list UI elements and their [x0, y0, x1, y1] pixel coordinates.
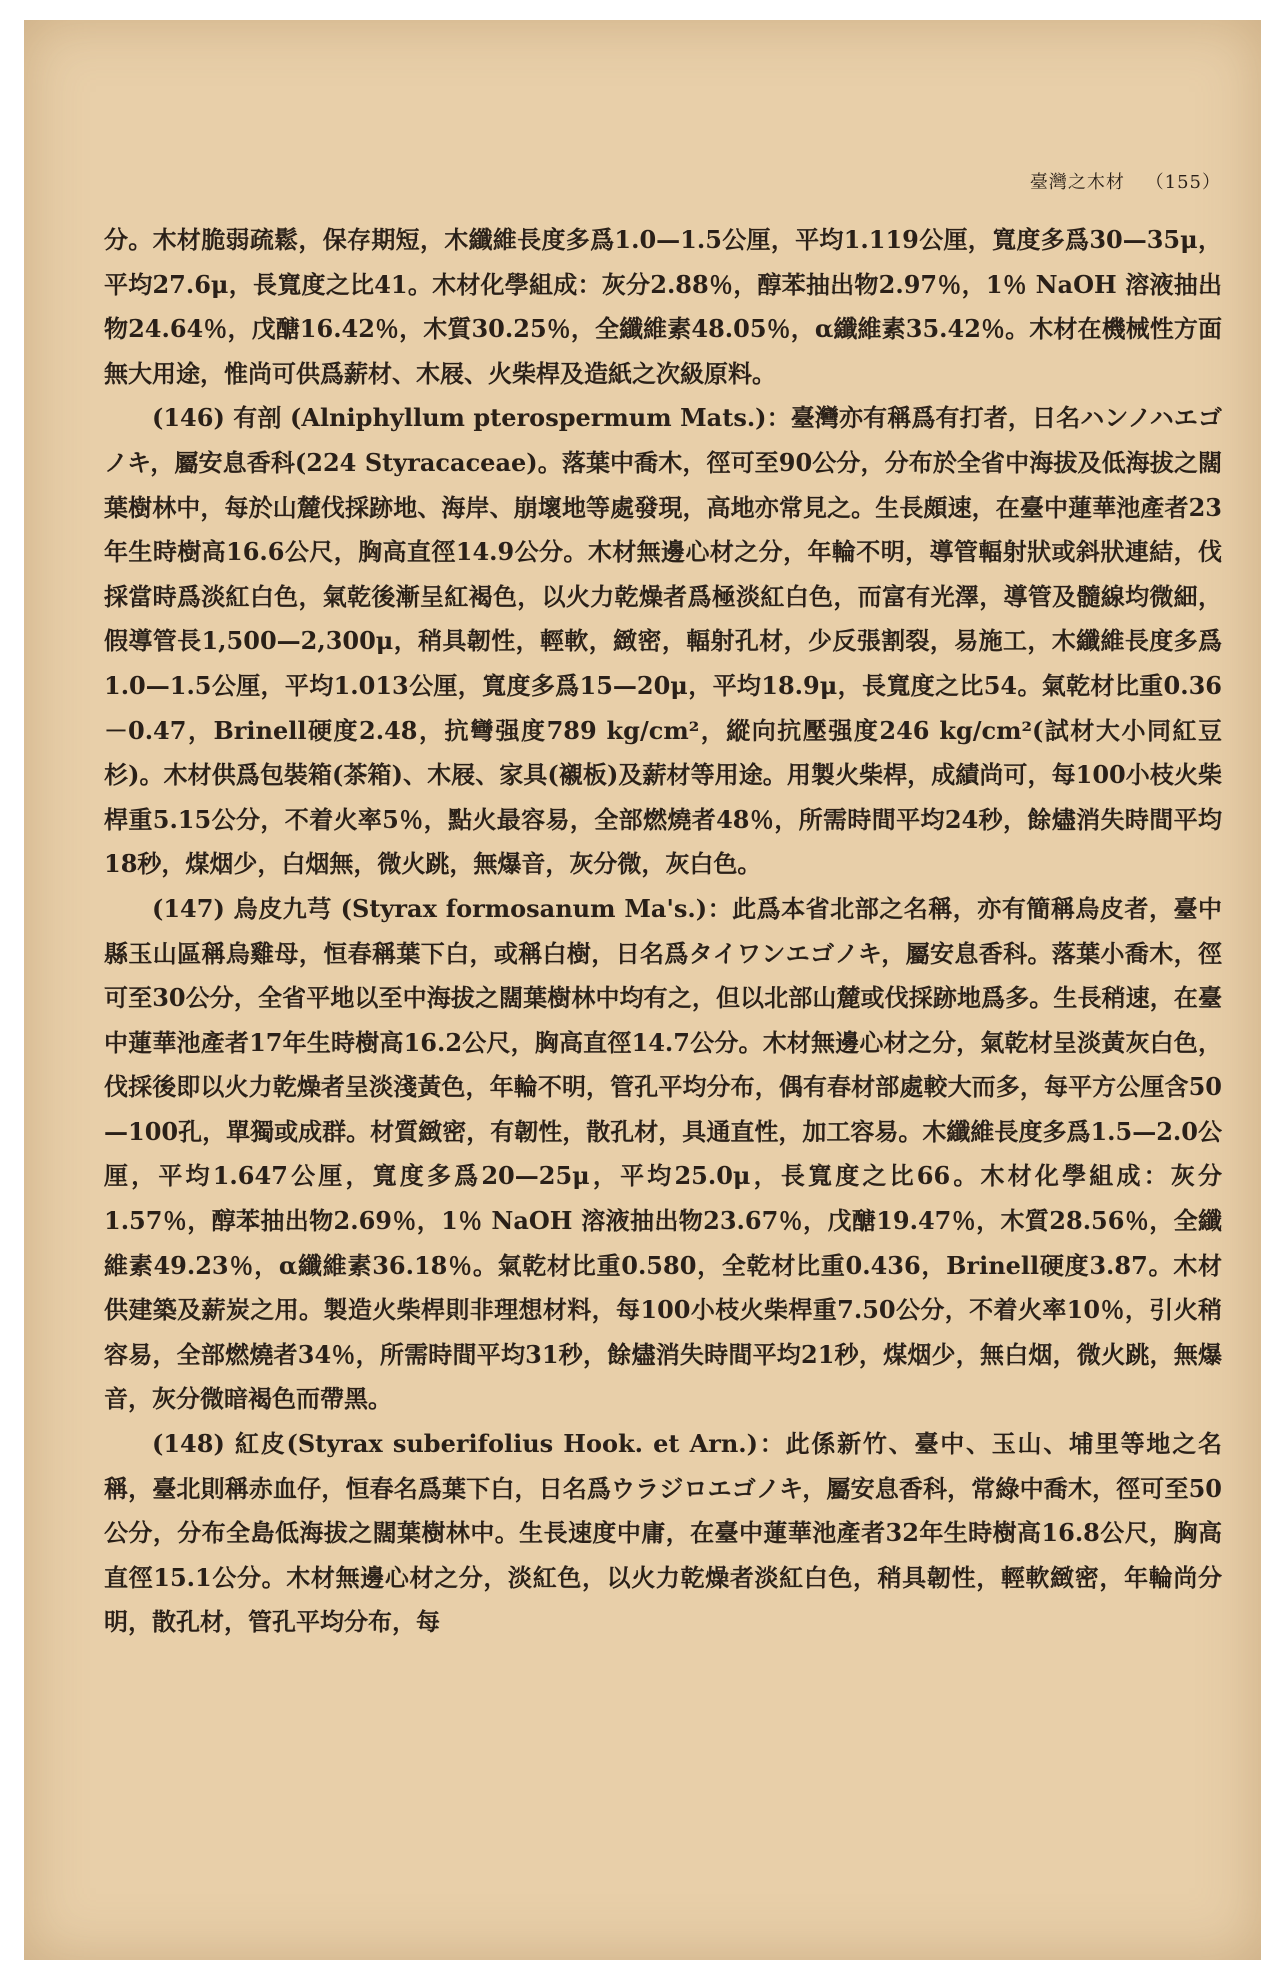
paragraph-continuation: 分。木材脆弱疏鬆，保存期短，木纖維長度多爲1.0—1.5公厘，平均1.119公厘，寬度多爲30—35μ，平均27.6μ，長寬度之比41。木材化學組成：灰分2.88％，醇苯抽出物2.97％，1％ NaOH 溶液抽出物24.64％，戊醣16.42％，木質30.25％，全纖維素48.05％，α纖維素35.42％。木材在機械性方面無大用途，惟尚可供爲薪材、木屐、火柴桿及造紙之次級原料。	[104, 225, 1222, 388]
running-head-title: 臺灣之木材	[1029, 172, 1125, 193]
paragraph-148-styrax-suberifolius: (148) 紅皮(Styrax suberifolius Hook. et Arn.)：此係新竹、臺中、玉山、埔里等地之名稱，臺北則稱赤血仔，恒春名爲葉下白，日名爲ウラジロエゴノキ，屬安息香科，常綠中喬木，徑可至50公分，分布全島低海拔之闊葉樹林中。生長速度中庸，在臺中蓮華池產者32年生時樹高16.8公尺，胸高直徑15.1公分。木材無邊心材之分，淡紅色，以火力乾燥者淡紅白色，稍具韌性，輕軟緻密，年輪尚分明，散孔材，管孔平均分布，每	[104, 1429, 1222, 1637]
running-head	[1030, 168, 1221, 194]
page-number: （155）	[1145, 172, 1221, 193]
paragraph-146-alniphyllum: (146) 有剖 (Alniphyllum pterospermum Mats.)：臺灣亦有稱爲有打者，日名ハンノハエゴノキ，屬安息香科(224 Styracaceae)。落葉中喬木，徑可至90公分，分布於全省中海拔及低海拔之闊葉樹林中，每於山麓伐採跡地、海岸、崩壞地等處發現，高地亦常見之。生長頗速，在臺中蓮華池產者23年生時樹高16.6公尺，胸高直徑14.9公分。木材無邊心材之分，年輪不明，導管輻射狀或斜狀連結，伐採當時爲淡紅白色，氣乾後漸呈紅褐色，以火力乾燥者爲極淡紅白色，而富有光澤，導管及髓線均微細，假導管長1,500—2,300μ，稍具韌性，輕軟，緻密，輻射孔材，少反張割裂，易施工，木纖維長度多爲1.0—1.5公厘，平均1.013公厘，寬度多爲15—20μ，平均18.9μ，長寬度之比54。氣乾材比重0.36－0.47，Brinell硬度2.48，抗彎强度789 kg/cm²，縱向抗壓强度246 kg/cm²(試材大小同紅豆杉)。木材供爲包裝箱(茶箱)、木屐、家具(襯板)及薪材等用途。用製火柴桿，成績尚可，每100小枝火柴桿重5.15公分，不着火率5％，點火最容易，全部燃燒者48％，所需時間平均24秒，餘燼消失時間平均18秒，煤烟少，白烟無，微火跳，無爆音，灰分微，灰白色。	[104, 403, 1222, 879]
paragraph-147-styrax-formosanum: (147) 烏皮九芎 (Styrax formosanum Ma's.)：此爲本省北部之名稱，亦有簡稱烏皮者，臺中縣玉山區稱烏雞母，恒春稱葉下白，或稱白樹，日名爲タイワンエゴノキ，屬安息香科。落葉小喬木，徑可至30公分，全省平地以至中海拔之闊葉樹林中均有之，但以北部山麓或伐採跡地爲多。生長稍速，在臺中蓮華池產者17年生時樹高16.2公尺，胸高直徑14.7公分。木材無邊心材之分，氣乾材呈淡黃灰白色，伐採後即以火力乾燥者呈淡淺黃色，年輪不明，管孔平均分布，偶有春材部處較大而多，每平方公厘含50—100孔，單獨或成群。材質緻密，有韌性，散孔材，具通直性，加工容易。木纖維長度多爲1.5—2.0公厘，平均1.647公厘，寬度多爲20—25μ，平均25.0μ，長寬度之比66。木材化學組成：灰分1.57％，醇苯抽出物2.69％，1％ NaOH 溶液抽出物23.67％，戊醣19.47％，木質28.56％，全纖維素49.23％，α纖維素36.18％。氣乾材比重0.580，全乾材比重0.436，Brinell硬度3.87。木材供建築及薪炭之用。製造火柴桿則非理想材料，每100小枝火柴桿重7.50公分，不着火率10％，引火稍容易，全部燃燒者34％，所需時間平均31秒，餘燼消失時間平均21秒，煤烟少，無白烟，微火跳，無爆音，灰分微暗褐色而帶黑。	[104, 893, 1222, 1414]
body-text	[104, 218, 1222, 1645]
book-page	[24, 20, 1261, 1960]
